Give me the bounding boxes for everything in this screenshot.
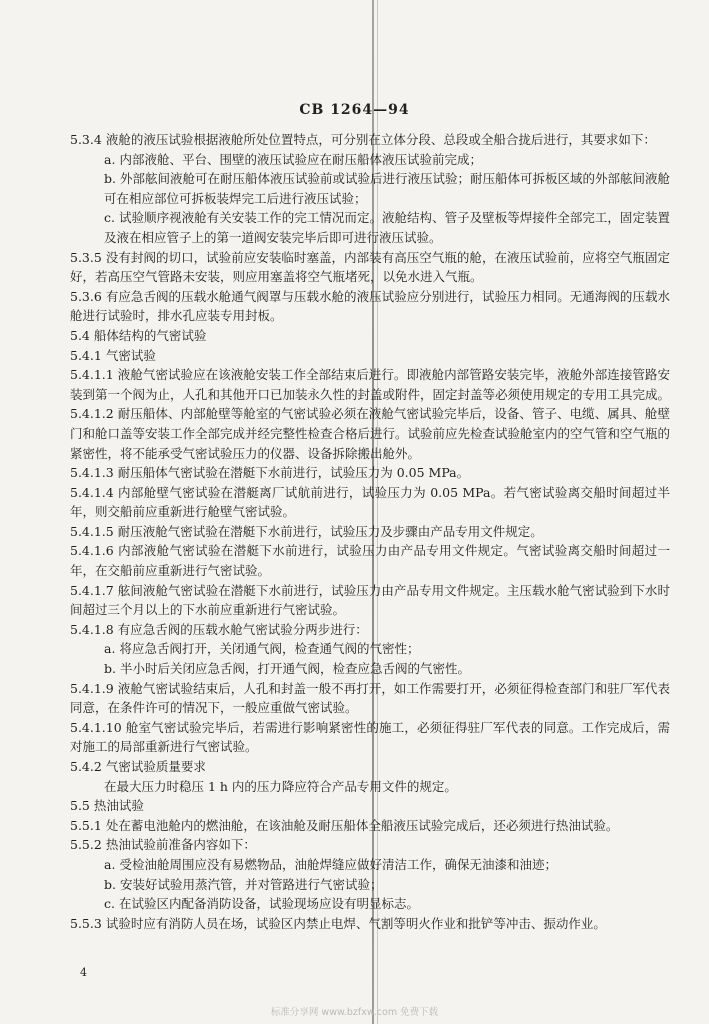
clause-text: 液舱气密试验应在该液舱安装工作全部结束后进行。即液舱内部管路安装完毕，液舱外部连接管路安装到第一个阀为止，人孔和其他开口已加装永久性的封盖或附件，固定封盖等必须使用规定的专用工具完成。 [70,367,671,402]
clause-text: 气密试验 [105,347,156,363]
clause-number: 5.4.1.5 [70,523,114,539]
paragraph [70,483,670,522]
clause-number: a. [104,641,116,657]
paragraph [70,287,670,326]
clause-text: 受检油舱周围应没有易燃物品，油舱焊缝应做好清洁工作，确保无油漆和油迹； [119,856,557,872]
paragraph [70,463,670,483]
clause-text: 液舱气密试验结束后，人孔和封盖一般不再打开，如工作需要打开，必须征得检查部门和驻厂军代表同意，在条件许可的情况下，一般应重做气密试验。 [70,680,670,716]
paragraph [70,639,670,659]
paragraph [70,581,670,620]
clause-number: 5.4.1.8 [70,621,114,637]
clause-number: 5.4.1.4 [70,484,114,500]
paragraph [70,346,670,366]
watermark-footer: 标准分享网 www.bzfxw.com 免费下载 [270,1007,439,1018]
clause-number: c. [104,896,115,912]
paragraph [70,835,670,855]
clause-number: 5.4.1.9 [70,680,114,696]
clause-text: 安装好试验用蒸汽管，并对管路进行气密试验； [119,876,383,892]
clause-number: 5.5.2 [70,837,102,853]
clause-text: 舱室气密试验完毕后，若需进行影响紧密性的施工，必须征得驻厂军代表的同意。工作完成后，需对施工的局部重新进行气密试验。 [70,719,670,755]
clause-number: b. [104,171,116,187]
paragraph [70,326,670,346]
paragraph [70,855,670,875]
clause-text: 耐压液舱气密试验在潜艇下水前进行，试验压力及步骤由产品专用文件规定。 [117,523,543,539]
clause-text: 内部液舱、平台、围壁的液压试验应在耐压船体液压试验前完成； [119,151,482,167]
document-body [70,130,670,933]
clause-number: 5.4.1.7 [70,582,114,598]
clause-text: 气密试验质量要求 [105,759,206,774]
paragraph [70,718,670,757]
paragraph [70,796,670,816]
clause-text: 内部舱壁气密试验在潜艇离厂试航前进行，试验压力为 0.05 MPa。若气密试验离交船时间超过半年，则交船前应重新进行舱壁气密试验。 [70,484,670,520]
paragraph [70,620,670,640]
paragraph [70,522,670,542]
clause-number: 5.4.2 [70,759,102,774]
clause-number: 5.5.3 [70,915,102,931]
clause-text: 半小时后关闭应急舌阀，打开通气阀，检查应急舌阀的气密性。 [119,661,470,677]
clause-number: 5.3.5 [70,249,102,265]
clause-number: 5.4.1.1 [70,367,114,383]
paragraph [70,169,670,208]
clause-text: 船体结构的气密试验 [93,327,207,343]
clause-number: 5.4.1.2 [70,406,114,422]
standard-header: CB 1264—94 [299,102,410,118]
clause-number: 5.4.1.6 [70,543,114,559]
clause-text: 耐压船体气密试验在潜艇下水前进行，试验压力为 0.05 MPa。 [117,465,470,481]
clause-number: a. [104,856,116,872]
paragraph [70,150,670,170]
clause-text: 试验时应有消防人员在场，试验区内禁止电焊、气割等明火作业和批铲等冲击、振动作业。 [105,915,606,931]
clause-number: 5.3.4 [70,132,102,147]
paragraph [70,914,670,934]
page-number: 4 [80,966,87,979]
clause-text: 舷间液舱气密试验在潜艇下水前进行，试验压力由产品专用文件规定。主压载水舱气密试验到下水时间超过三个月以上的下水前应重新进行气密试验。 [70,582,670,618]
clause-number: 5.4.1.10 [70,719,122,735]
clause-text: 在最大压力时稳压 1 h 内的压力降应符合产品专用文件的规定。 [104,778,457,794]
clause-number: 5.3.6 [70,288,102,304]
paragraph [70,875,670,895]
paragraph [70,894,670,914]
clause-number: 5.4 [70,327,90,343]
paragraph [70,541,670,580]
clause-text: 内部液舱气密试验在潜艇下水前进行，试验压力由产品专用文件规定。气密试验离交船时间超过一年，在交船前应重新进行气密试验。 [70,543,670,579]
paragraph [70,130,670,150]
paragraph [70,365,670,404]
clause-number: 5.5 [70,798,90,814]
clause-number: a. [104,151,116,167]
clause-number: b. [104,661,116,677]
paragraph [70,659,670,679]
clause-text: 有应急舌阀的压载水舱气密试验分两步进行： [117,621,368,637]
paragraph [70,679,670,718]
clause-number: 5.4.1 [70,347,102,363]
clause-text: 在试验区内配备消防设备，试验现场应设有明显标志。 [118,896,419,912]
paragraph [70,757,670,777]
paragraph [70,208,670,247]
clause-text: 处在蓄电池舱内的燃油舱，在该油舱及耐压船体全船液压试验完成后，还必须进行热油试验。 [105,817,619,833]
paragraph [70,248,670,287]
clause-number: c. [104,210,115,226]
clause-number: 5.4.1.3 [70,465,114,481]
clause-text: 液舱的液压试验根据液舱所处位置特点，可分别在立体分段、总段或全船合拢后进行，其要求如下： [105,132,656,147]
clause-text: 将应急舌阀打开，关闭通气阀，检查通气阀的气密性； [119,641,420,657]
clause-number: 5.5.1 [70,817,102,833]
clause-text: 热油试验 [93,798,144,814]
paragraph [70,816,670,836]
clause-text: 有应急舌阀的压载水舱通气阀罩与压载水舱的液压试验应分别进行，试验压力相同。无通海阀的压载水舱进行试验时，排水孔应装专用封板。 [70,288,670,324]
clause-text: 试验顺序视液舱有关安装工作的完工情况而定。液舱结构、管子及壁板等焊接件全部完工，固定装置及液在相应管子上的第一道阀安装完毕后即可进行液压试验。 [104,210,670,245]
clause-text: 没有封阀的切口，试验前应安装临时塞盖，内部装有高压空气瓶的舱，在液压试验前，应将空气瓶固定好，若高压空气管路未安装，则应用塞盖将空气瓶堵死，以免水进入气瓶。 [70,249,670,285]
clause-text: 外部舷间液舱可在耐压船体液压试验前或试验后进行液压试验；耐压船体可拆板区域的外部舷间液舱可在相应部位可拆板装焊完工后进行液压试验； [104,171,670,206]
clause-text: 热油试验前准备内容如下： [105,837,256,853]
paragraph [70,404,670,463]
paragraph [70,777,670,797]
clause-number: b. [104,876,116,892]
clause-text: 耐压船体、内部舱壁等舱室的气密试验必须在液舱气密试验完毕后，设备、管子、电缆、属具、舱壁门和舱口盖等安装工作全部完成并经完整性检查合格后进行。试验前应先检查试验舱室内的空气管和空气瓶的紧密性，将不能承受气密试验压力的仪器、设备拆除搬出舱外。 [70,406,671,461]
